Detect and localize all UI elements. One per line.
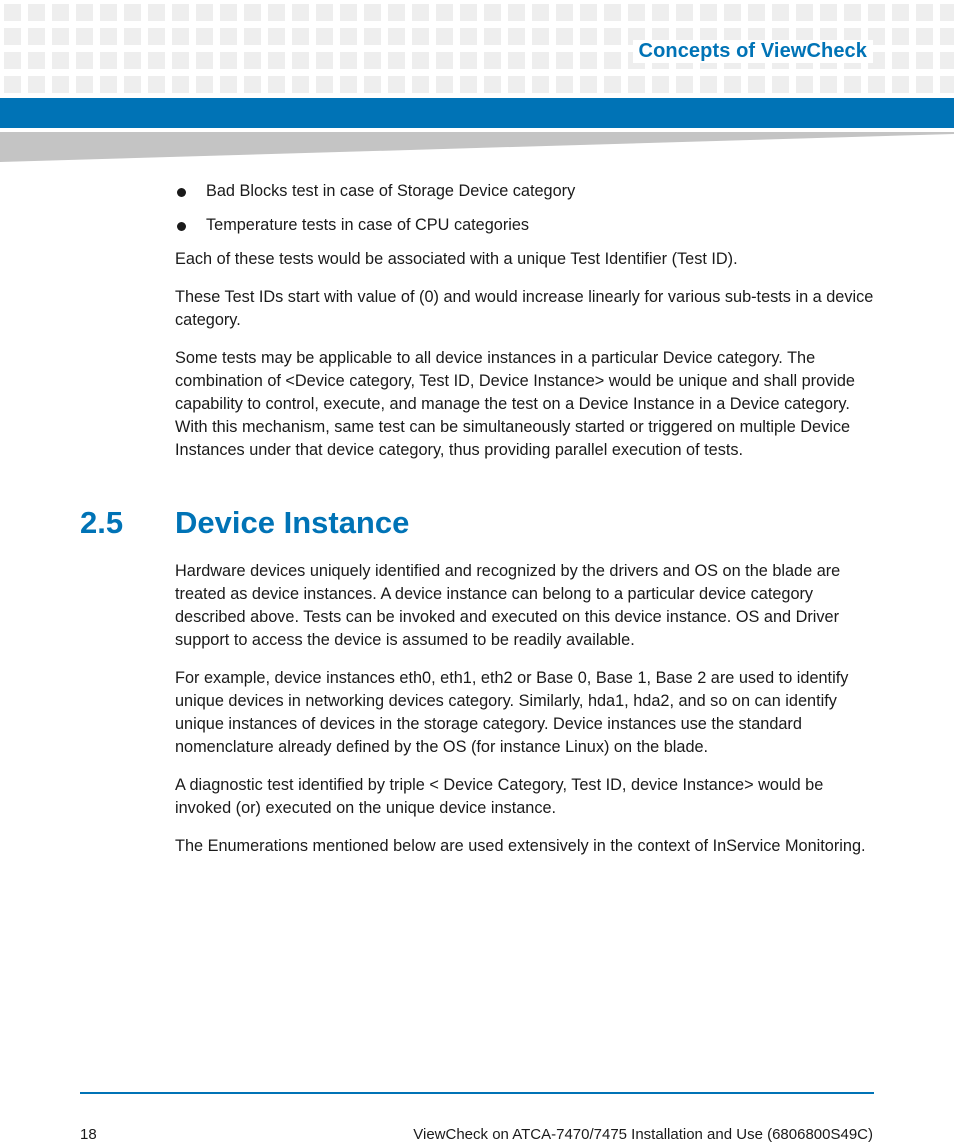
header-blue-bar: [0, 98, 954, 128]
bullet-list: [175, 180, 875, 237]
document-title: ViewCheck on ATCA-7470/7475 Installation and Use (6806800S49C): [413, 1126, 873, 1143]
paragraph: Each of these tests would be associated with a unique Test Identifier (Test ID).: [175, 250, 738, 268]
footer-rule: [80, 1092, 874, 1094]
section-title: Device Instance: [175, 505, 410, 540]
list-item: [175, 214, 875, 237]
paragraph: For example, device instances eth0, eth1, eth2 or Base 0, Base 1, Base 2 are used to identify unique devices in networking devices category. Similarly, hda1, hda2, and so on can identify unique instances of devices in the storage category. Device instances use the standard nomenclature already defined by the OS (for instance Linux) on the blade.: [175, 669, 849, 756]
header-gray-wedge: [0, 128, 954, 162]
list-item: [175, 180, 875, 203]
running-header-title: Concepts of ViewCheck: [633, 40, 873, 63]
page-number: 18: [80, 1126, 97, 1143]
paragraph: A diagnostic test identified by triple < Device Category, Test ID, device Instance> would be invoked (or) executed on the unique device instance.: [175, 776, 824, 817]
paragraph: These Test IDs start with value of (0) and would increase linearly for various sub-tests in a device category.: [175, 288, 874, 329]
bullet-icon: [177, 188, 186, 197]
bullet-text: Bad Blocks test in case of Storage Device category: [206, 182, 576, 200]
bullet-text: Temperature tests in case of CPU categories: [206, 216, 530, 234]
intro-content: [175, 180, 875, 477]
paragraph: Some tests may be applicable to all device instances in a particular Device category. The combination of <Device category, Test ID, Device Instance> would be unique and shall provide capability to control, execute, and manage the test on a Device Instance in a Device category. With this mechanism, same test can be simultaneously started or triggered on multiple Device Instances under that device category, thus providing parallel execution of tests.: [175, 349, 855, 459]
paragraph: The Enumerations mentioned below are used extensively in the context of InService Monitoring.: [175, 837, 866, 855]
paragraph: Hardware devices uniquely identified and recognized by the drivers and OS on the blade are treated as device instances. A device instance can belong to a particular device category described above. Tests can be invoked and executed on this device instance. OS and Driver support to access the device is assumed to be readily available.: [175, 562, 841, 649]
section-number: 2.5: [80, 505, 124, 540]
section-content: [175, 560, 875, 873]
bullet-icon: [177, 222, 186, 231]
